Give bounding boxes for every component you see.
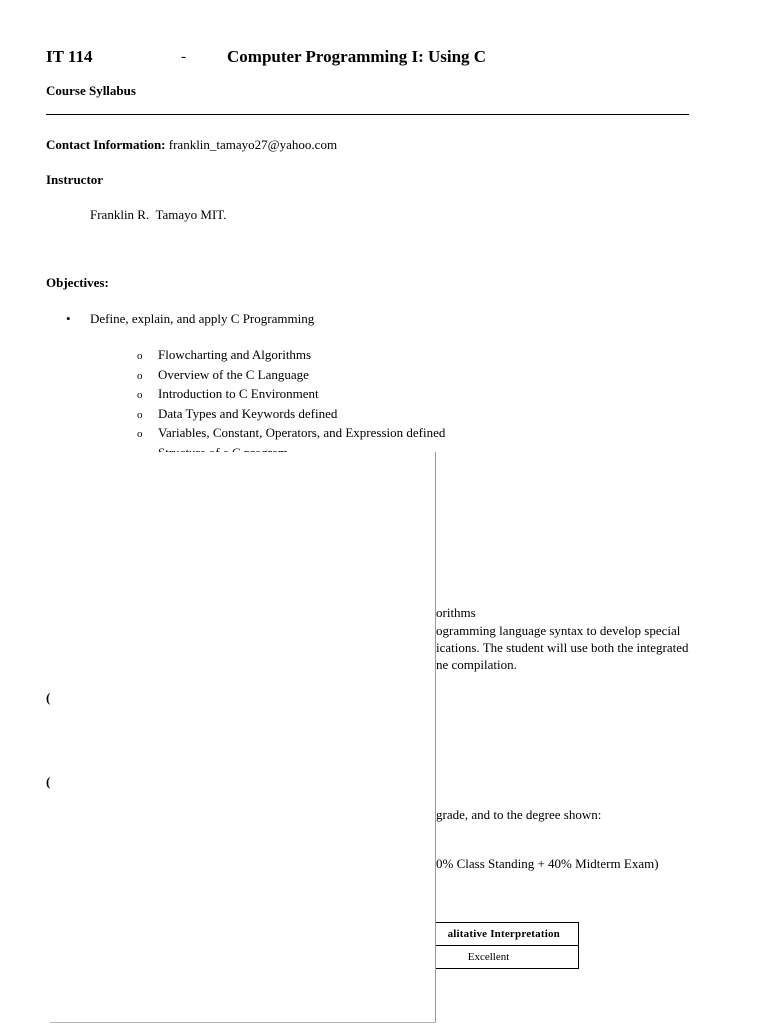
partial-text-line: ications. The student will use both the integrated: [436, 640, 689, 655]
list-item: [137, 346, 445, 366]
partial-text-line: orithms: [436, 605, 476, 620]
sub-item-text: Overview of the C Language: [158, 366, 309, 382]
partial-heading-mark: (: [46, 690, 51, 705]
horizontal-rule: [46, 114, 689, 115]
partial-heading-mark: (: [46, 774, 51, 789]
objective-sub-list: [137, 346, 445, 463]
sub-bullet-marker: o: [137, 428, 143, 440]
overlay-panel: [50, 452, 436, 1023]
grading-formula: 0% Class Standing + 40% Midterm Exam): [436, 856, 659, 871]
grading-text: grade, and to the degree shown:: [436, 807, 602, 822]
sub-bullet-marker: o: [137, 350, 143, 362]
objective-main-item: Define, explain, and apply C Programming: [90, 311, 315, 326]
objectives-heading: Objectives:: [46, 275, 109, 290]
sub-item-text: Flowcharting and Algorithms: [158, 347, 312, 362]
contact-information: [46, 137, 337, 153]
table-header-cell: alitative Interpretation: [399, 923, 579, 946]
sub-item-text: Introduction to C Environment: [158, 386, 319, 401]
document-subtitle: Course Syllabus: [46, 83, 136, 98]
course-title: Computer Programming I: Using C: [227, 47, 487, 66]
partial-text-line: ne compilation.: [436, 657, 517, 672]
partial-text-line: ogramming language syntax to develop special: [436, 623, 681, 638]
sub-item-text: Data Types and Keywords defined: [158, 405, 338, 421]
sub-bullet-marker: o: [137, 408, 143, 421]
title-separator: -: [181, 49, 186, 65]
contact-email: franklin_tamayo27@yahoo.com: [168, 137, 338, 152]
sub-item-text: Variables, Constant, Operators, and Expression defined: [158, 425, 446, 440]
instructor-name: Franklin R. Tamayo MIT.: [90, 207, 227, 222]
sub-bullet-marker: o: [137, 389, 143, 401]
list-item: [137, 424, 445, 444]
list-item: [137, 366, 445, 386]
contact-label: Contact Information:: [46, 137, 166, 152]
course-code: IT 114: [46, 47, 93, 66]
instructor-heading: Instructor: [46, 172, 104, 187]
table-cell: Excellent: [399, 946, 579, 969]
sub-bullet-marker: o: [137, 369, 143, 382]
list-item: [137, 385, 445, 405]
bullet-marker: •: [66, 311, 71, 326]
list-item: [137, 405, 445, 425]
